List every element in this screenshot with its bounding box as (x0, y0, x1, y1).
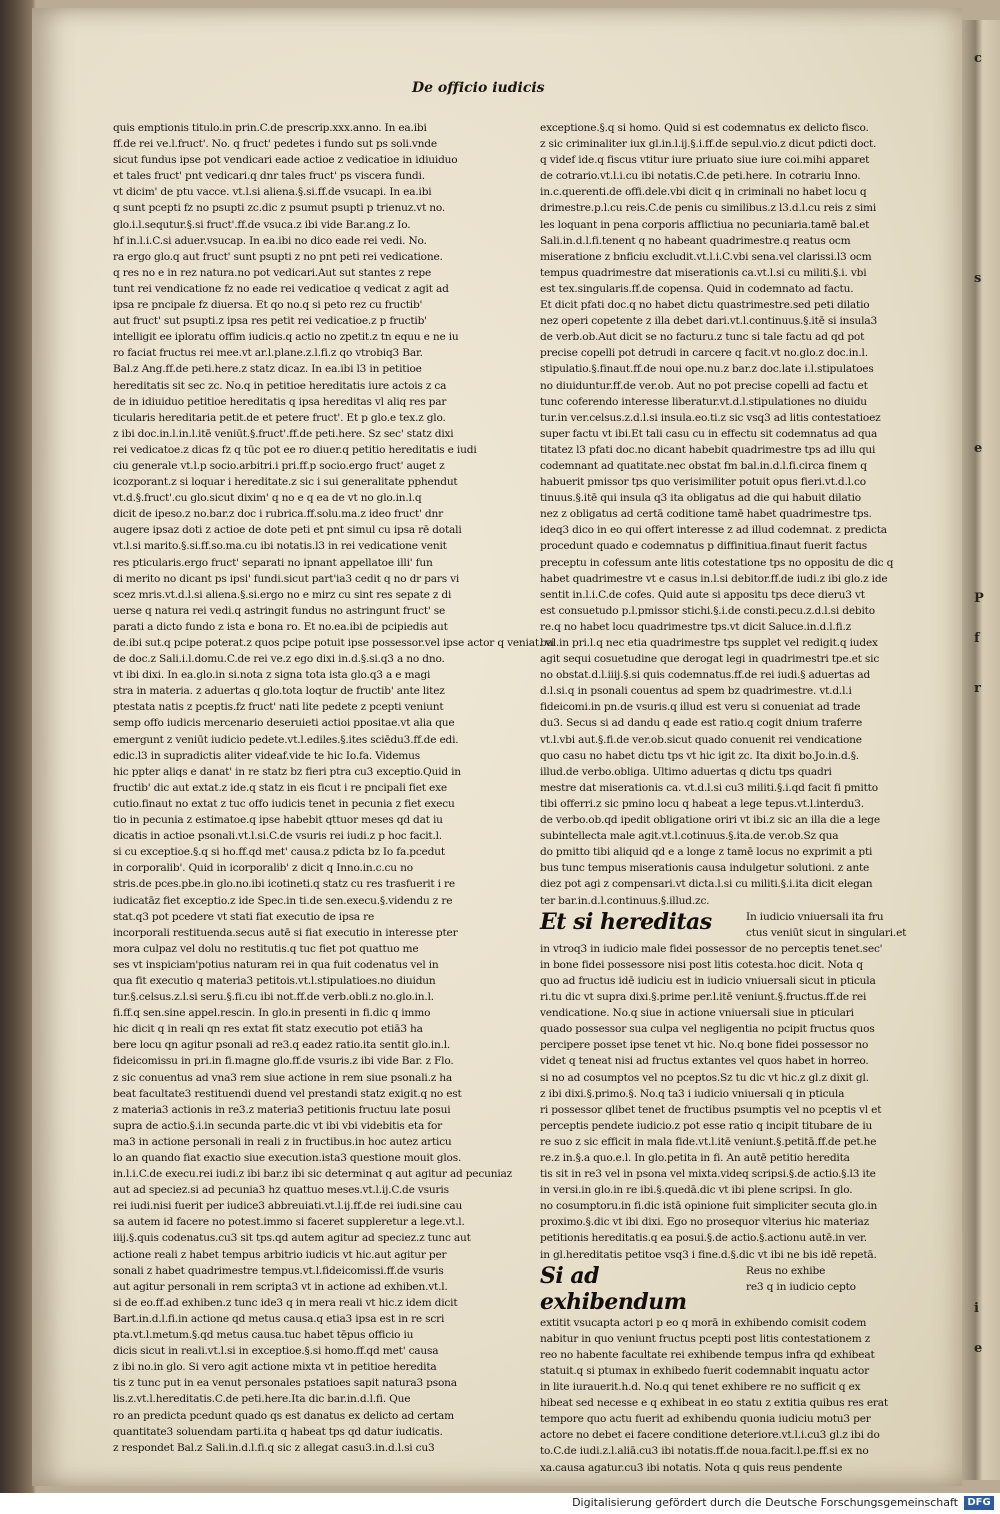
text-line: lo an quando fiat exactio siue execution.ista3 questione mouit glos. (113, 1152, 462, 1164)
footer-strip (0, 1493, 1000, 1514)
text-line: z sic criminaliter iux gl.in.l.ij.§.i.ff.de sepul.vio.z dicut pdicti doct. (540, 138, 877, 151)
text-line: in gl.hereditatis petitoe vsq3 i fine.d.§.dic vt ibi ne bis idē repetā. (540, 1248, 877, 1261)
text-line: xa.causa agatur.cu3 ibi notatis. Nota q quis reus pendente (540, 1461, 843, 1474)
text-line: In iudicio vniuersali ita fru (746, 910, 884, 923)
text-line: tis sit in re3 vel in psona vel mixta.videq scripsi.§.de actio.§.l3 ite (540, 1168, 876, 1181)
text-line: est tex.singularis.ff.de copensa. Quid in codemnato ad factu. (540, 282, 854, 295)
text-line: tempore quo actu fuerit ad exhibendu quonia iudiciu motu3 per (540, 1413, 871, 1426)
text-line: fructib' dic aut extat.z ide.q statz in eis ficut i re pncipali fiet exe (113, 781, 447, 794)
text-line: re.z in.§.a quo.e.l. In glo.petita in fi. An autē petitio heredita (540, 1152, 850, 1164)
text-line: statuit.q si ptumax in exhibedo fuerit codemnabit inquatu actor (540, 1364, 869, 1377)
section-heading: Et si hereditas (540, 908, 712, 935)
text-line: iiij.§.quis codenatus.cu3 sit tps.qd autem agitur ad speciez.z tunc aut (113, 1232, 471, 1245)
text-line: z respondet Bal.z Sali.in.d.l.fi.q sic z allegat casu3.in.d.l.si cu3 (113, 1441, 435, 1454)
text-line: procedunt quado e codemnatus p diffinitiua.finaut fuerit factus (540, 540, 867, 553)
text-line: scez mris.vt.d.l.si aliena.§.si.ergo no e mirz cu sint res sepate z di (113, 588, 452, 601)
text-line: quantitate3 soluendam parti.ita q habeat tps qd datur iudicatis. (113, 1425, 443, 1438)
text-line: no cosumptoru.in fi.dic istā opinione fuit simpliciter secuta glo.in (540, 1200, 878, 1213)
text-line: vt dicim' de ptu vacce. vt.l.si aliena.§.si.ff.de vsucapi. In ea.ibi (113, 186, 432, 199)
edge-letter: P (974, 591, 985, 606)
text-line: q sunt pcepti fz no psupti zc.dic z psumut psupti p trienuz.vt no. (113, 202, 446, 215)
text-line: quis emptionis titulo.in prin.C.de prescrip.xxx.anno. In ea.ibi (113, 122, 427, 134)
left-column (113, 120, 555, 1456)
text-line: hic dicit q in reali qn res extat fit statz executio pot etiā3 ha (113, 1023, 423, 1036)
text-line: z sic conuentus ad vna3 rem siue actione in rem siue psonali.z ha (113, 1071, 453, 1084)
text-line: percipere posset ipse tenet vt hic. No.q bone fidei possessor no (540, 1039, 869, 1052)
heading-side-text (746, 909, 930, 941)
text-line: aut agitur personali in rem scripta3 vt in actione ad exhiben.vt.l. (113, 1280, 448, 1293)
text-line: tis z tunc put in ea venut personales pstatioes sapit natura3 psona (113, 1377, 457, 1390)
text-line: si cu exceptioe.§.q si ho.ff.qd met' causa.z pdicta bz Io fa.pcedut (113, 846, 445, 859)
text-line: tunt rei vendicatione fz no eade rei vedicatioe q vedicat z agit ad (113, 282, 449, 295)
text-line: ff.de rei ve.l.fruct'. No. q fruct' pedetes i fundo sut ps soli.vnde (113, 138, 437, 151)
heading-et-si-hereditas (540, 909, 930, 941)
running-head: De officio iudicis (412, 80, 545, 96)
text-line: bus tunc tempus miserationis causa indulgetur solutioni. z ante (540, 862, 870, 875)
text-line: sentit in.l.i.C.de cofes. Quid aute si appositu tps dece dieru3 vt (540, 588, 865, 601)
text-line: hf in.l.i.C.si aduer.vsucap. In ea.ibi no dico eade rei vedi. No. (113, 234, 427, 247)
edge-letter: s (974, 271, 983, 286)
text-line: titatez l3 pfati doc.no dicant habebit quadrimestre tps ad illu qui (540, 443, 876, 456)
text-line: dicis sicut in reali.vt.l.si in exceptioe.§.si homo.ff.qd met' causa (113, 1345, 439, 1358)
text-line: habuerit pmissor tps quo verisimiliter potuit opus fieri.vt.d.l.co (540, 476, 866, 489)
text-line: supra de actio.§.i.in secunda parte.dic vt ibi vbi videbitis eta for (113, 1119, 443, 1132)
text-line: et tales fruct' pnt vedicari.q dnr tales fruct' ps viscera fundi. (113, 170, 425, 183)
text-line: tempus quadrimestre dat miserationis ca.vt.l.si cu militi.§.i. vbi (540, 266, 867, 279)
text-line: rei vedicatoe.z dicas fz q tūc pot ee ro diuer.q petitio hereditatis e iudi (113, 443, 477, 456)
text-line: ipsa re pncipale fz diuersa. Et qo no.q si peto rez cu fructib' (113, 299, 423, 312)
text-line: augere ipsaz doti z actioe de dote peti et pnt simul cu ipsa rē dotali (113, 524, 462, 537)
text-line: cutio.finaut no extat z tuc offo iudicis tenet in pecunia z fiet execu (113, 797, 455, 810)
right-column-top-text (540, 120, 930, 909)
text-line: icozporant.z si loquar i hereditate.z sic i sui generalitate pphendut (113, 476, 458, 489)
text-line: in lite iurauerit.h.d. No.q qui tenet exhibere re no sufficit q ex (540, 1381, 861, 1394)
right-column-bottom-text (540, 1315, 930, 1476)
text-line: fi.ff.q sen.sine appel.rescin. In glo.in presenti in fi.dic q immo (113, 1007, 431, 1020)
text-line: de cotrario.vt.l.i.cu ibi notatis.C.de peti.here. In cotrariu Inno. (540, 170, 861, 183)
text-line: re suo z sic efficit in mala fide.vt.l.itē veniunt.§.petitā.ff.de pet.he (540, 1135, 877, 1148)
text-line: tibi offerri.z sic pmino locu q habeat a lege tepus.vt.l.interdu3. (540, 797, 864, 810)
footer-credit: Digitalisierung gefördert durch die Deutsche Forschungsgemeinschaft (572, 1496, 958, 1509)
text-line: tunc coferendo interesse liberatur.vt.d.l.stipulationes no diuidu (540, 395, 867, 408)
text-line: illud.de verbo.obliga. Ultimo aduertas q dictu tps quadri (540, 765, 832, 778)
text-line: emergunt z veniūt iudicio pedete.vt.l.ediles.§.ites sciēdu3.ff.de edi. (113, 733, 459, 746)
text-line: pta.vt.l.metum.§.qd metus causa.tuc habet tēpus officio iu (113, 1329, 414, 1342)
text-line: est consuetudo p.l.pmissor stichi.§.i.de consti.pecu.z.d.l.si debito (540, 604, 875, 617)
text-line: no diuiduntur.ff.de ver.ob. Aut no pot precise copelli ad factu et (540, 379, 868, 392)
text-line: actione reali z habet tempus arbitrio iudicis vt hic.aut agitur per (113, 1248, 447, 1261)
text-line: subintellecta male agit.vt.l.cotinuus.§.ita.de ver.ob.Sz qua (540, 830, 839, 843)
text-line: vt.l.vbi aut.§.fi.de ver.ob.sicut quado conuenit rei vendicatione (540, 733, 862, 746)
text-line: mora culpaz vel dolu no restitutis.q tuc fiet pot quattuo me (113, 942, 419, 955)
text-line: preceptu in cofessum ante litis cotestatione tps no oppositu de dic q (540, 556, 894, 569)
text-line: ter bar.in.d.l.continuus.§.illud.zc. (540, 894, 710, 907)
text-line: ri possessor qlibet tenet de fructibus psumptis vel no pceptis vl et (540, 1103, 882, 1116)
text-line: di merito no dicant ps ipsi' fundi.sicut part'ia3 cedit q no dr pars vi (113, 572, 460, 585)
text-line: habet quadrimestre vt e casus in.l.si debitor.ff.de iudi.z ibi glo.z ide (540, 572, 888, 585)
text-line: reo no habente facultate rei exhibende tempus infra qd exhibeat (540, 1348, 875, 1361)
text-line: proximo.§.dic vt ibi dixi. Ego no prosequor vlterius hic materiaz (540, 1216, 870, 1229)
text-line: z ibi dixi.§.primo.§. No.q ta3 i iudicio vniuersali q in pticula (540, 1087, 845, 1100)
text-line: dicit de ipeso.z no.bar.z doc i rubrica.ff.solu.ma.z ideo fruct' dnr (113, 508, 443, 521)
text-line: qua fit executio q materia3 petitois.vt.l.stipulatioes.no diuidun (113, 974, 436, 987)
text-line: miseratione z bnficiu excludit.vt.l.i.C.vbi sena.vel clarissi.l3 ocm (540, 250, 872, 263)
text-line: sicut fundus ipse pot vendicari eade actioe z vedicatioe in idiuiduo (113, 154, 458, 167)
text-line: ro faciat fructus rei mee.vt ar.l.plane.z.l.fi.z qo vtrobiq3 Bar. (113, 347, 423, 360)
edge-letter: e (974, 1341, 984, 1356)
text-line: ctus veniūt sicut in singulari.et (746, 926, 907, 939)
text-line: beat facultate3 restituendi duend vel prestandi statz exigit.q no est (113, 1087, 462, 1100)
text-line: vendicatione. No.q siue in actione vniuersali siue in pticulari (540, 1007, 854, 1020)
right-column-mid-text (540, 941, 930, 1263)
text-line: hibeat sed necesse e q exhibeat in eo statu z extitia quibus res erat (540, 1397, 888, 1410)
text-line: perceptis pendete iudicio.z pot esse ratio q incipit titubare de iu (540, 1119, 873, 1132)
text-line: ro an predicta pcedunt quado qs est danatus ex delicto ad certam (113, 1409, 454, 1422)
text-line: in.l.i.C.de execu.rei iudi.z ibi bar.z ibi sic determinat q aut agitur ad pecuniaz (113, 1168, 513, 1181)
text-line: uerse q natura rei vedi.q astringit fundus no astringunt fruct' se (113, 604, 446, 617)
text-line: stipulatio.§.finaut.ff.de noui ope.nu.z bar.z doc.late i.l.stipulatoes (540, 363, 874, 376)
text-line: rei iudi.nisi fuerit per iudice3 abbreuiati.vt.l.ij.ff.de rei iudi.sine cau (113, 1200, 463, 1213)
text-line: ideq3 dico in eo qui offert interesse z ad illud codemnat. z predicta (540, 524, 887, 537)
text-line: Et dicit pfati doc.q no habet dictu quastrimestre.sed peti dilatio (540, 299, 870, 312)
text-line: fideicomissu in pri.in fi.magne glo.ff.de vsuris.z ibi vide Bar. z Flo. (113, 1055, 454, 1068)
text-line: re3 q in iudicio cepto (746, 1280, 856, 1293)
text-line: ses vt inspiciam'potius naturam rei in qua fuit codenatus vel in (113, 958, 439, 971)
text-line: ciu generale vt.l.p socio.arbitri.i pri.ff.p socio.ergo fruct' auget z (113, 459, 445, 472)
text-line: si no ad cosumptos vel no pceptos.Sz tu dic vt hic.z gl.z dixit gl. (540, 1071, 869, 1084)
text-line: z ibi no.in glo. Si vero agit actione mixta vt in petitioe heredita (113, 1361, 437, 1374)
text-line: in vtroq3 in iudicio male fidei possessor de no perceptis tenet.sec' (540, 942, 883, 955)
text-line: Bal.z Ang.ff.de peti.here.z statz dicaz. In ea.ibi l3 in petitioe (113, 363, 422, 376)
text-line: d.l.si.q in psonali couentus ad spem bz quadrimestre. vt.d.l.i (540, 685, 852, 698)
text-line: nabitur in quo veniunt fructus pcepti post litis contestationem z (540, 1332, 871, 1345)
text-line: no obstat.d.l.iiij.§.si quis codemnatus.ff.de rei iudi.§ aduertas ad (540, 669, 871, 682)
text-line: hereditatis sit sec zc. No.q in petitioe hereditatis iure actois z ca (113, 379, 447, 392)
text-line: de.ibi sut.q pcipe poterat.z quos pcipe potuit ipse possessor.vel ipse actor q veniat. vi (113, 637, 555, 649)
text-line: quo casu no habet dictu tps vt hic igit zc. Ita dixit bo.Jo.in.d.§. (540, 749, 859, 762)
text-line: stra in materia. z aduertas q glo.tota loqtur de fructib' ante litez (113, 685, 445, 698)
text-line: petitionis hereditatis.q ea posui.§.de actio.§.actionu autē.in ver. (540, 1232, 867, 1245)
text-line: de verb.ob.Aut dicit se no facturu.z tunc si tale factu ad qd pot (540, 331, 865, 344)
text-line: tur.§.celsus.z.l.si seru.§.fi.cu ibi not.ff.de verb.obli.z no.glo.in.l. (113, 991, 434, 1004)
text-line: du3. Secus si ad dandu q eade est ratio.q cogit dnium traferre (540, 717, 863, 730)
text-line: res pticularis.ergo fruct' separati no ipnant appellatoe illi' fun (113, 556, 433, 569)
edge-letter: f (974, 631, 981, 646)
text-line: nez z obligatus ad certā coditione tamē habet quadrimestre tps. (540, 508, 872, 521)
text-line: tinuus.§.itē qui insula q3 ita obligatus ad die qui habuit dilatio (540, 492, 861, 505)
section-heading: Si ad exhibendum (540, 1262, 687, 1315)
text-line: q res no e in rez natura.no pot vedicari.Aut sut stantes z repe (113, 266, 432, 279)
text-line: quo ad fructus idē iudiciu est in iudicio vniuersali sicut in pticula (540, 974, 876, 987)
text-line: aut fruct' sut psupti.z ipsa res petit rei vedicatioe.z p fructib' (113, 315, 427, 328)
text-line: videt q teneat nisi ad fructus extantes vel quos habet in horreo. (540, 1055, 869, 1068)
text-line: iudicatāz fiet exceptio.z ide Spec.in ti.de sen.execu.§.videndu z re (113, 894, 453, 907)
text-line: codemnant ad quatitate.nec obstat fm bal.in.d.l.fi.circa finem q (540, 459, 867, 472)
text-line: lis.z.vt.l.hereditatis.C.de peti.here.Ita dic bar.in.d.l.fi. Que (113, 1393, 411, 1406)
text-line: si de eo.ff.ad exhiben.z tunc ide3 q in mera reali vt hic.z idem dicit (113, 1296, 458, 1309)
book-page (32, 8, 962, 1486)
text-line: to.C.de iudi.z.l.aliā.cu3 ibi notatis.ff.de noua.facit.l.pe.ff.si ex no (540, 1445, 869, 1458)
text-line: parati a dicto fundo z ista e bona ro. Et no.ea.ibi de pcipiedis aut (113, 620, 448, 633)
text-line: Sali.in.d.l.fi.tenent q no habeant quadrimestre.q reatus ocm (540, 234, 851, 247)
text-line: z materia3 actionis in re3.z materia3 petitionis fructuu late posui (113, 1103, 451, 1116)
text-line: incorporali restituenda.secus autē si fiat executio in interesse pter (113, 926, 458, 939)
text-line: de in idiuiduo petitioe hereditatis q ipsa hereditas vl aliq res par (113, 395, 447, 408)
right-column (540, 120, 930, 1476)
text-line: super factu vt ibi.Et tali casu cu in effectu sit codemnatus ad qua (540, 427, 878, 440)
text-line: fideicomi.in pn.de vsuris.q illud est veru si conueniat ad trade (540, 701, 861, 714)
text-line: aut ad speciez.si ad pecunia3 hz quattuo meses.vt.l.ij.C.de vsuris (113, 1184, 449, 1197)
text-line: agit sequi cosuetudine que derogat legi in quadrimestri tpe.et sic (540, 653, 880, 666)
text-line: sonali z habet quadrimestre tempus.vt.l.fideicomissi.ff.de vsuris (113, 1264, 444, 1277)
edge-letter: c (974, 51, 983, 66)
text-line: quado possessor sua culpa vel negligentia no pcipit fructus quos (540, 1023, 875, 1036)
text-line: de doc.z Sali.i.l.domu.C.de rei ve.z ego dixi in.d.§.si.q3 a no dno. (113, 653, 445, 666)
text-line: intelligit ee iploratu offim iudicis.q actio no zpetit.z tn equu e ne iu (113, 331, 459, 344)
text-line: q videf ide.q fiscus vtitur iure priuato siue iure coi.mihi apparet (540, 154, 870, 167)
heading-si-ad-exhibendum (540, 1263, 930, 1315)
text-line: stris.de pces.pbe.in glo.no.ibi icotineti.q statz cu res trasfuerit i re (113, 878, 455, 891)
text-line: ra ergo glo.q aut fruct' sunt psupti z no pnt peti rei vedicatione. (113, 250, 443, 263)
heading-side-text (746, 1263, 930, 1295)
text-line: ri.tu dic vt supra dixi.§.prime per.l.itē veniunt.§.fructus.ff.de rei (540, 991, 867, 1004)
text-line: glo.i.l.sequtur.§.si fruct'.ff.de vsuca.z ibi vide Bar.ang.z Io. (113, 218, 411, 231)
text-line: Bart.in.d.l.fi.in actione qd metus causa.q etia3 ipsa est in re scri (113, 1312, 445, 1325)
text-line: do pmitto tibi aliquid qd e a longe z tamē locus no exprimit a pti (540, 846, 873, 859)
text-line: in bone fidei possessore nisi post litis cotesta.hoc dicit. Nota q (540, 958, 863, 971)
text-line: in.c.querenti.de offi.dele.vbi dicit q in criminali no habet locu q (540, 186, 867, 199)
text-line: dicatis in actioe psonali.vt.l.si.C.de vsuris rei iudi.z p hoc facit.l. (113, 830, 442, 843)
edge-letter: r (974, 681, 982, 696)
text-line: re.q no habet locu quadrimestre tps.vt dicit Saluce.in.d.l.fi.z (540, 620, 852, 633)
text-line: in corporalib'. Quid in icorporalib' z dicit q Inno.in.c.cu no (113, 862, 413, 875)
text-line: Reus no exhibe (746, 1264, 826, 1277)
text-line: bal.in pri.l.q nec etia quadrimestre tps supplet vel redigit.q iudex (540, 637, 878, 649)
text-line: mestre dat miserationis ca. vt.d.l.si cu3 militi.§.i.qd facit fi pmitto (540, 781, 878, 794)
text-line: vt.d.§.fruct'.cu glo.sicut dixim' q no e q ea de vt no glo.in.l.q (113, 492, 422, 505)
text-line: diez pot agi z compensari.vt dicta.l.si cu militi.§.i.ita dicit elegan (540, 878, 873, 891)
text-line: drimestre.p.l.cu reis.C.de penis cu similibus.z l3.d.l.cu reis z simi (540, 202, 877, 215)
text-line: in versi.in glo.in re ibi.§.quedā.dic vt ibi plene scripsi. In glo. (540, 1184, 853, 1197)
text-line: bere locu qn agitur psonali ad re3.q eadez ratio.ita sentit glo.in.l. (113, 1039, 451, 1052)
text-line: hic ppter aliqs e danat' in re statz bz fieri ptra cu3 exceptio.Quid in (113, 765, 461, 778)
text-line: nez operi copetente z illa debet dari.vt.l.continuus.§.itē si insula3 (540, 315, 878, 328)
next-page-edge (962, 20, 1000, 1480)
text-line: vt ibi dixi. In ea.glo.in si.nota z signa tota ista glo.q3 a e magi (113, 669, 431, 682)
text-line: ticularis hereditaria petit.de et petere fruct'. Et p glo.e tex.z glo. (113, 411, 446, 424)
text-line: ma3 in actione personali in reali z in fructibus.in hoc autez articu (113, 1135, 452, 1148)
text-line: actore no debet ei facere conditione deteriore.vt.l.i.cu3 gl.z ibi do (540, 1429, 880, 1442)
edge-letter: e (974, 441, 984, 456)
edge-letter: i (974, 1301, 980, 1316)
text-line: extitit vsucapta actori p eo q morā in exhibendo comisit codem (540, 1316, 867, 1329)
text-line: vt.l.si marito.§.si.ff.so.ma.cu ibi notatis.l3 in rei vedicatione venit (113, 540, 447, 553)
text-line: stat.q3 pot pcedere vt stati fiat executio de ipsa re (113, 910, 375, 923)
text-line: precise copelli pot detrudi in carcere q facit.vt no.glo.z doc.in.l. (540, 347, 868, 360)
text-line: sa autem id facere no potest.immo si faceret suppleretur a lege.vt.l. (113, 1216, 465, 1229)
text-line: z ibi doc.in.l.in.l.itē veniūt.§.fruct'.ff.de peti.here. Sz sec' statz dixi (113, 427, 454, 440)
text-line: ptestata natis z pceptis.fz fruct' nati lite pedete z pcepti veniunt (113, 701, 444, 714)
text-line: edic.l3 in supradictis aliter videaf.vide te hic Io.fa. Videmus (113, 749, 421, 762)
text-line: semp offo iudicis mercenario deseruieti actioi ppositae.vt alia que (113, 717, 455, 730)
text-line: tio in pecunia z estimatoe.q ipse habebit qttuor meses qd dat iu (113, 814, 443, 827)
text-line: de verbo.ob.qd ipedit obligatione oriri vt ibi.z sic an illa die a lege (540, 814, 880, 827)
dfg-logo: DFG (964, 1496, 994, 1510)
text-line: exceptione.§.q si homo. Quid si est codemnatus ex delicto fisco. (540, 122, 869, 134)
text-line: tur.in ver.celsus.z.d.l.si insula.eo.ti.z sic vsq3 ad litis contestatioez (540, 411, 881, 424)
text-line: les loquant in pena corporis afflictiua no pecuniaria.tamē bal.et (540, 218, 870, 231)
